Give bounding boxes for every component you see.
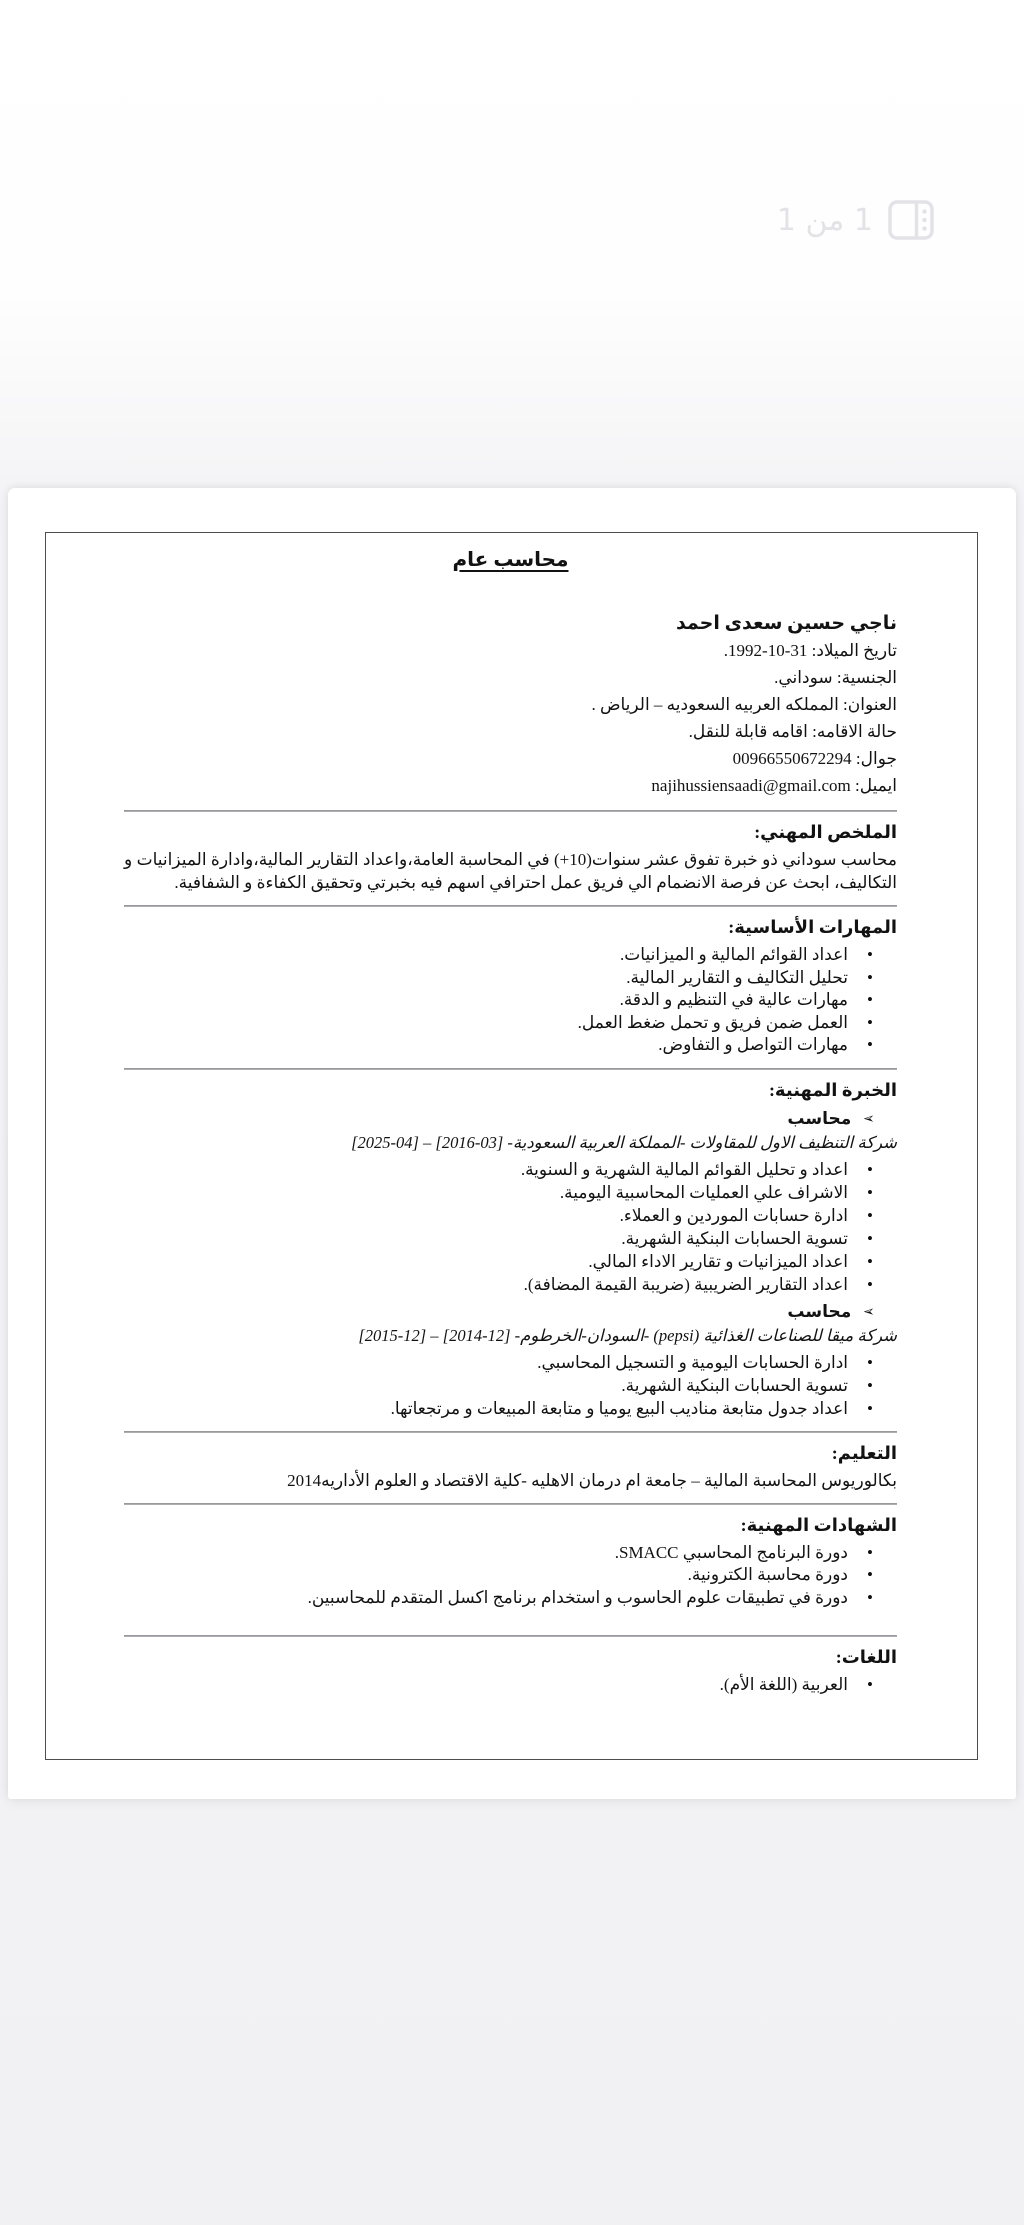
- list-item: • الاشراف علي العمليات المحاسبية اليومية.: [124, 1181, 897, 1204]
- skills-heading: المهارات الأساسية:: [728, 917, 897, 937]
- certifications-list: [124, 1542, 897, 1610]
- section-divider: [124, 1068, 897, 1070]
- list-item: • مهارات عالية في التنظيم و الدقة.: [124, 989, 897, 1012]
- summary-text: محاسب سوداني ذو خبرة تفوق عشر سنوات(10+) في المحاسبة العامة،واعداد التقارير المالية،وادارة الميزانيات و التكاليف، ابحث عن فرصة الانضمام الي فريق عمل احترافي اسهم فيه بخبرتي وتحقيق الكفاءة و الشفافية.: [124, 850, 897, 892]
- arrow-bullet-icon: ➢: [863, 1110, 875, 1127]
- languages-heading: اللغات:: [835, 1647, 897, 1667]
- certifications-heading: الشهادات المهنية:: [740, 1514, 897, 1535]
- list-item: • تسوية الحسابات البنكية الشهرية.: [124, 1374, 897, 1397]
- page-count-label: 1 من 1: [776, 202, 873, 238]
- list-item: • اعداد جدول متابعة مناديب البيع يوميا و متابعة المبيعات و مرتجعاتها.: [124, 1397, 897, 1420]
- page-border-frame: [45, 532, 978, 1760]
- document-title: محاسب عام: [452, 549, 569, 571]
- address-line: العنوان: المملكه العربيه السعوديه – الرياض .: [591, 695, 897, 714]
- section-divider: [124, 1431, 897, 1433]
- job-duties-list: [124, 1158, 897, 1296]
- phone-line: جوال: 00966550672294: [732, 749, 897, 768]
- section-divider: [124, 810, 897, 812]
- section-divider: [124, 1635, 897, 1637]
- pages-panel-icon: [888, 200, 934, 240]
- page-indicator: [777, 200, 934, 240]
- education-heading: التعليم:: [831, 1442, 897, 1463]
- list-item: • دورة البرنامج المحاسبي SMACC.: [124, 1542, 897, 1565]
- job-role-label: محاسب: [787, 1108, 852, 1128]
- list-item: • اعداد التقارير الضريبية (ضريبة القيمة المضافة).: [124, 1273, 897, 1296]
- company-line: شركة ميقا للصناعات الغذائية (pepsi) -السودان-الخرطوم- [12-2014] – [12-2015]: [358, 1325, 897, 1345]
- summary-heading: الملخص المهني:: [754, 822, 897, 842]
- personal-info-block: [124, 610, 897, 799]
- list-item: • اعداد الميزانيات و تقارير الاداء المالي.: [124, 1250, 897, 1273]
- job-title: [124, 1107, 897, 1131]
- education-line: بكالوريوس المحاسبة المالية – جامعة ام درمان الاهليه -كلية الاقتصاد و العلوم الأداريه2014: [287, 1470, 897, 1490]
- list-item: • اعداد و تحليل القوائم المالية الشهرية و السنوية.: [124, 1158, 897, 1181]
- resume-content: [46, 533, 977, 1697]
- experience-heading: الخبرة المهنية:: [768, 1079, 897, 1100]
- list-item: • تسوية الحسابات البنكية الشهرية.: [124, 1227, 897, 1250]
- job-role-label: محاسب: [787, 1301, 852, 1321]
- job-title: [124, 1300, 897, 1324]
- list-item: • تحليل التكاليف و التقارير المالية.: [124, 967, 897, 990]
- list-item: • دورة محاسبة الكترونية.: [124, 1564, 897, 1587]
- email-line: ايميل: najihussiensaadi@gmail.com: [651, 776, 897, 795]
- job-duties-list: [124, 1351, 897, 1420]
- document-page: [8, 488, 1016, 1799]
- nationality-line: الجنسية: سوداني.: [774, 668, 897, 687]
- birth-date-line: تاريخ الميلاد: 31-10-1992.: [723, 641, 897, 660]
- section-divider: [124, 1503, 897, 1505]
- languages-list: [124, 1674, 897, 1697]
- list-item: • العربية (اللغة الأم).: [124, 1674, 897, 1697]
- list-item: • اعداد القوائم المالية و الميزانيات.: [124, 944, 897, 967]
- arrow-bullet-icon: ➢: [863, 1303, 875, 1320]
- list-item: • مهارات التواصل و التفاوض.: [124, 1034, 897, 1057]
- list-item: • ادارة الحسابات اليومية و التسجيل المحاسبي.: [124, 1351, 897, 1374]
- list-item: • ادارة حسابات الموردين و العملاء.: [124, 1204, 897, 1227]
- section-divider: [124, 905, 897, 907]
- skills-list: [124, 944, 897, 1057]
- list-item: • العمل ضمن فريق و تحمل ضغط العمل.: [124, 1012, 897, 1035]
- residency-line: حالة الاقامه: اقامه قابلة للنقل.: [688, 722, 897, 741]
- company-line: شركة التنظيف الاول للمقاولات -المملكة العربية السعودية- [03-2016] – [04-2025]: [351, 1132, 897, 1152]
- list-item: • دورة في تطبيقات علوم الحاسوب و استخدام برنامج اكسل المتقدم للمحاسبين.: [124, 1587, 897, 1610]
- candidate-name: ناجي حسين سعدى احمد: [675, 613, 897, 634]
